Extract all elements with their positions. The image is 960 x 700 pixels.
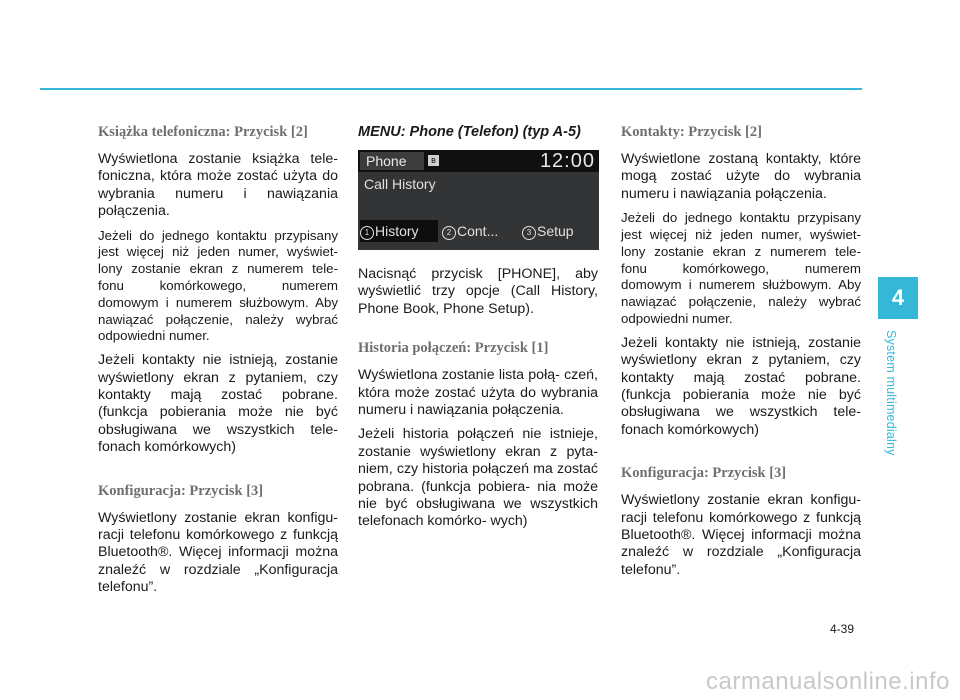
- option-label: Setup: [537, 223, 574, 239]
- number-3-icon: 3: [522, 226, 536, 240]
- paragraph: Jeżeli do jednego kontaktu przypisany jest więcej niż jeden numer, wyświet- lony zostanie ekran z numerem tele- fonu komórkowego, numerem domowym i numerem służbowym. Aby nawiązać połączenie, należy wybrać odpowiedni numer.: [621, 210, 861, 326]
- paragraph: Wyświetlone zostaną kontakty, które mogą zostać użyte do wybrania numeru i nawiązania połączenia.: [621, 151, 861, 202]
- column-left: [98, 124, 338, 604]
- section-heading-phonebook: Książka telefoniczna: Przycisk [2]: [98, 124, 308, 140]
- screen-clock: 12:00: [539, 150, 595, 172]
- page-number: 4-39: [830, 622, 855, 636]
- option-label: History: [375, 223, 419, 239]
- option-contacts: [442, 220, 512, 242]
- menu-heading: MENU: Phone (Telefon) (typ A-5): [358, 124, 581, 140]
- screen-phone-tab: Phone: [360, 152, 424, 170]
- screen-options-bar: [358, 220, 599, 242]
- paragraph: Wyświetlona zostanie książka tele- foniczna, która może zostać użyta do wybrania numeru i nawiązania połączenia.: [98, 151, 338, 220]
- screen-title-row: Call History: [364, 176, 436, 192]
- paragraph: Wyświetlony zostanie ekran konfigu- racji telefonu komórkowego z funkcją Bluetooth®. Więcej informacji można znaleźć w rozdziale „Konfiguracja telefonu”.: [98, 509, 338, 596]
- paragraph: Wyświetlona zostanie lista połą- czeń, która może zostać użyta do wybrania numeru i nawiązania połączenia.: [358, 367, 598, 419]
- column-right: [621, 124, 861, 586]
- paragraph: Nacisnąć przycisk [PHONE], aby wyświetlić trzy opcje (Call History, Phone Book, Phone Setup).: [358, 266, 598, 317]
- section-heading-contacts: Kontakty: Przycisk [2]: [621, 124, 762, 140]
- section-heading-call-history: Historia połączeń: Przycisk [1]: [358, 340, 549, 357]
- option-setup: [522, 220, 596, 242]
- option-history: [360, 220, 438, 242]
- number-1-icon: 1: [360, 226, 374, 240]
- paragraph: Wyświetlony zostanie ekran konfigu- racji telefonu komórkowego z funkcją Bluetooth®. Więcej informacji można znaleźć w rozdziale „Konfiguracja telefonu”.: [621, 492, 861, 578]
- paragraph: Jeżeli do jednego kontaktu przypisany jest więcej niż jeden numer, wyświet- lony zostanie ekran z numerem tele- fonu komórkowego, numerem domowym i numerem służbowym. Aby nawiązać połączenie, należy wybrać odpowiedni numer.: [98, 227, 338, 344]
- number-2-icon: 2: [442, 226, 456, 240]
- chapter-title: System multimedialny: [884, 330, 898, 456]
- top-rule: [40, 88, 862, 90]
- option-label: Cont...: [457, 223, 499, 239]
- column-middle: [358, 124, 598, 538]
- phone-screen-image: [358, 150, 599, 250]
- bluetooth-icon: ʙ: [428, 155, 439, 166]
- chapter-number-tab: 4: [878, 277, 918, 319]
- watermark: carmanualsonline.info: [706, 668, 950, 695]
- paragraph: Jeżeli kontakty nie istnieją, zostanie wyświetlony ekran z pytaniem, czy kontakty mają zostać pobrane. (funkcja pobierania może nie być obsługiwana we wszystkich tele- fonach komórkowych): [98, 352, 338, 456]
- section-heading-setup: Konfiguracja: Przycisk [3]: [621, 465, 787, 482]
- paragraph: Jeżeli historia połączeń nie istnieje, zostanie wyświetlony ekran z pyta- niem, czy historia połączeń ma zostać pobrana. (funkcja pobiera- nia może nie być obsługiwana we wszystkich telefonach komórko- wych): [358, 426, 598, 530]
- paragraph: Jeżeli kontakty nie istnieją, zostanie wyświetlony ekran z pytaniem, czy kontakty mają zostać pobrane. (funkcja pobierania może nie być obsługiwana we wszystkich tele- fonach komórkowych): [621, 334, 861, 438]
- section-heading-setup: Konfiguracja: Przycisk [3]: [98, 482, 264, 499]
